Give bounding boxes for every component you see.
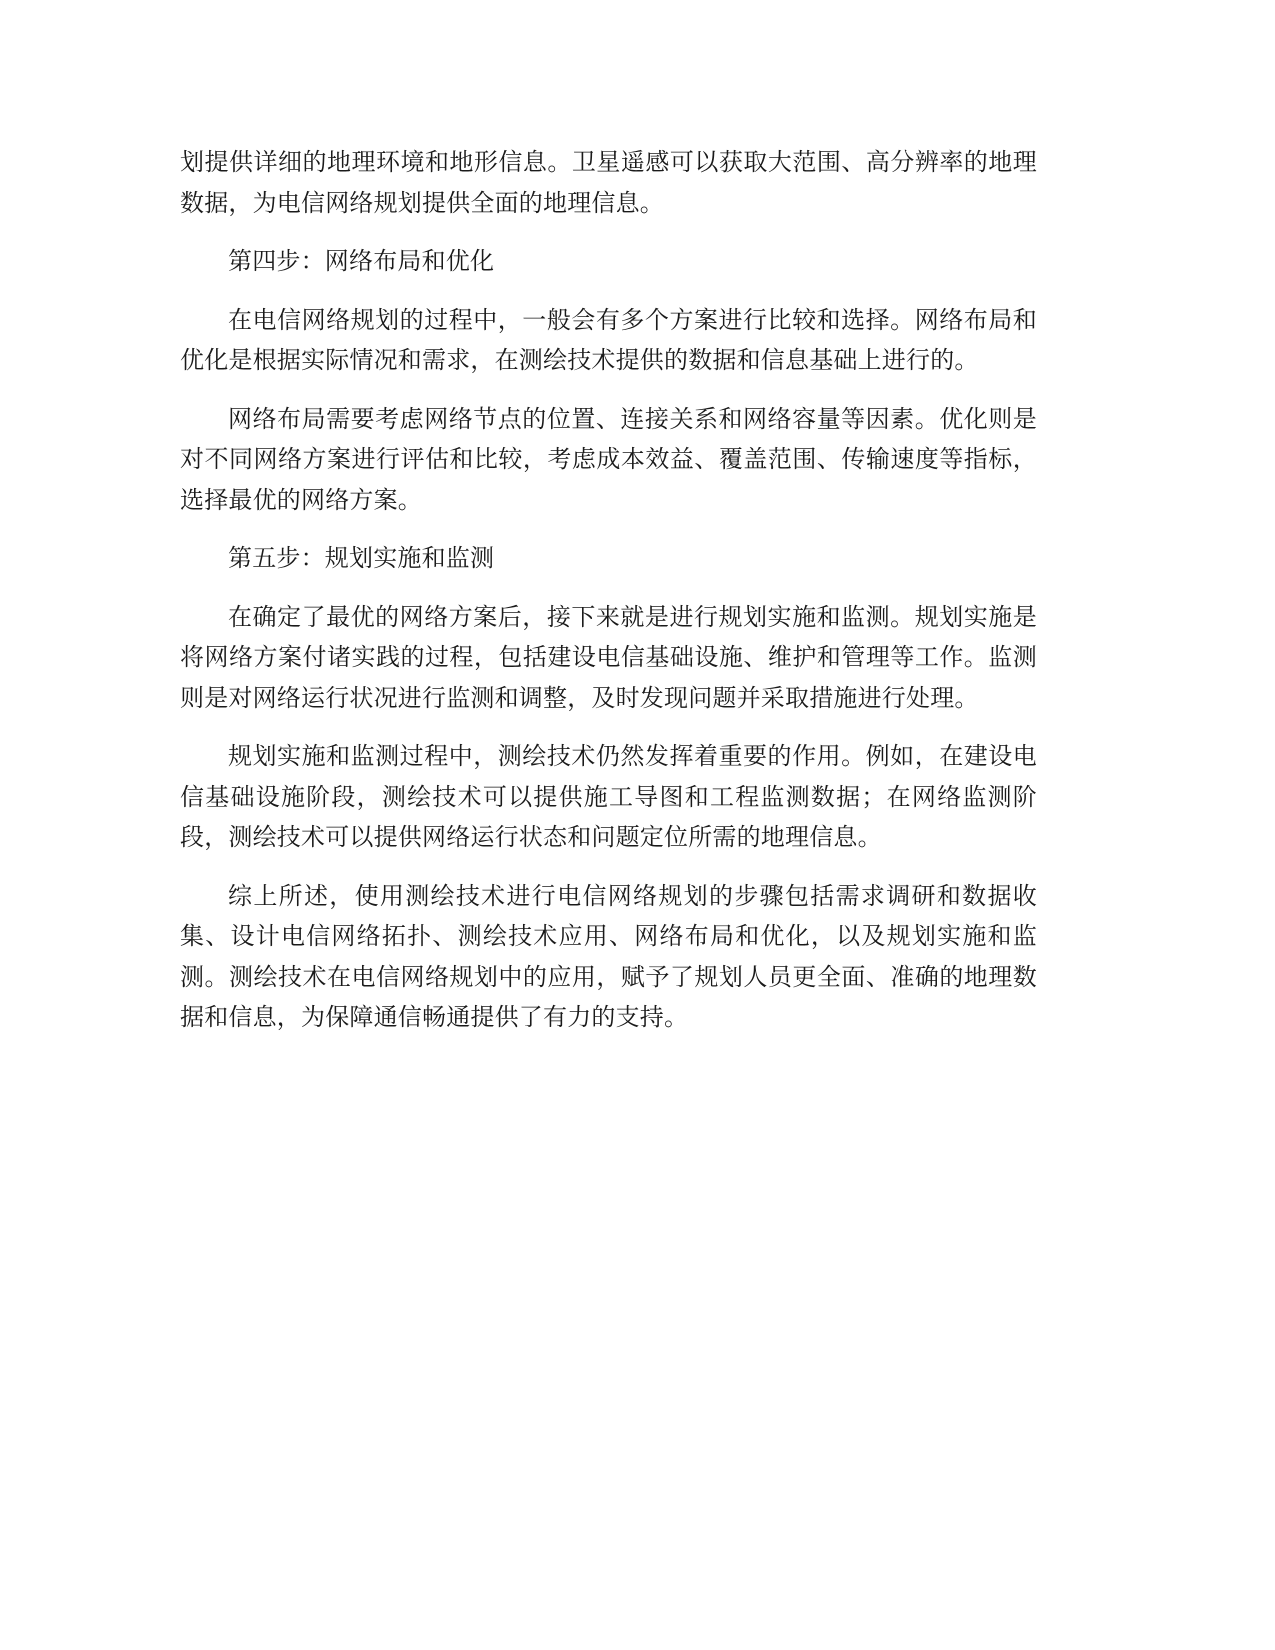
paragraph: 网络布局需要考虑网络节点的位置、连接关系和网络容量等因素。优化则是对不同网络方案进行评估和比较，考虑成本效益、覆盖范围、传输速度等指标，选择最优的网络方案。	[180, 404, 1037, 514]
paragraph-continued: 划提供详细的地理环境和地形信息。卫星遥感可以获取大范围、高分辨率的地理数据，为电信网络规划提供全面的地理信息。	[180, 148, 1037, 217]
section-heading-step-5: 第五步：规划实施和监测	[228, 544, 495, 572]
section-heading-step-4: 第四步：网络布局和优化	[228, 247, 495, 275]
paragraph: 在电信网络规划的过程中，一般会有多个方案进行比较和选择。网络布局和优化是根据实际情况和需求，在测绘技术提供的数据和信息基础上进行的。	[180, 305, 1037, 374]
paragraph: 在确定了最优的网络方案后，接下来就是进行规划实施和监测。规划实施是将网络方案付诸实践的过程，包括建设电信基础设施、维护和管理等工作。监测则是对网络运行状况进行监测和调整，及时发现问题并采取措施进行处理。	[180, 602, 1037, 712]
document-body	[180, 142, 1037, 1056]
paragraph: 规划实施和监测过程中，测绘技术仍然发挥着重要的作用。例如，在建设电信基础设施阶段，测绘技术可以提供施工导图和工程监测数据；在网络监测阶段，测绘技术可以提供网络运行状态和问题定位所需的地理信息。	[180, 742, 1037, 851]
paragraph-conclusion: 综上所述，使用测绘技术进行电信网络规划的步骤包括需求调研和数据收集、设计电信网络拓扑、测绘技术应用、网络布局和优化，以及规划实施和监测。测绘技术在电信网络规划中的应用，赋予了规划人员更全面、准确的地理数据和信息，为保障通信畅通提供了有力的支持。	[180, 881, 1037, 1031]
